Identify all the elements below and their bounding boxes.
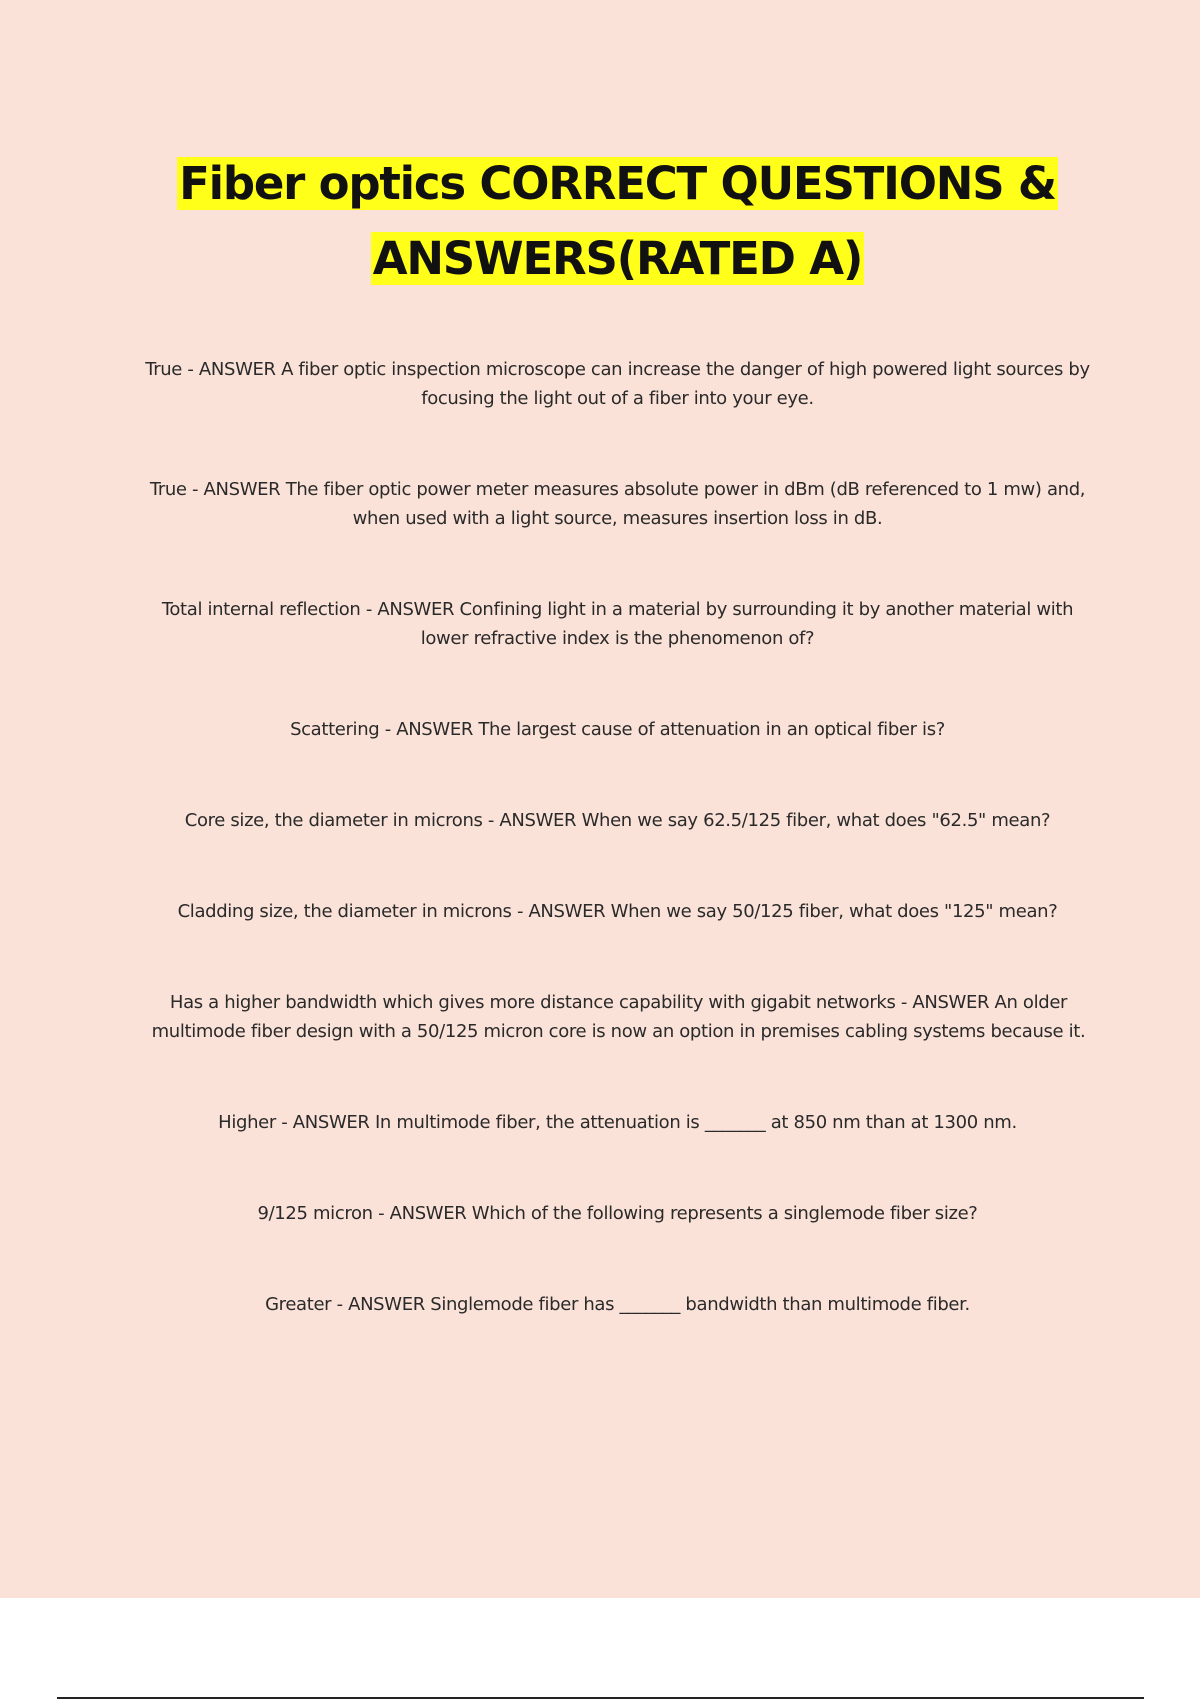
qa-item: True - ANSWER A fiber optic inspection microscope can increase the danger of high powered light sources by focusing the light out of a fiber into your eye. — [145, 359, 1090, 409]
qa-item: Scattering - ANSWER The largest cause of attenuation in an optical fiber is? — [290, 719, 945, 740]
title-line-1: Fiber optics CORRECT QUESTIONS & — [179, 157, 1056, 210]
title-line-2: ANSWERS(RATED A) — [372, 232, 863, 285]
qa-item: Total internal reflection - ANSWER Confining light in a material by surrounding it by another material with lower refractive index is the phenomenon of? — [161, 599, 1074, 649]
qa-item: 9/125 micron - ANSWER Which of the following represents a singlemode fiber size? — [257, 1203, 978, 1224]
qa-item: Has a higher bandwidth which gives more distance capability with gigabit networks - ANSWER An older multimode fiber design with a 50/125 micron core is now an option in premises cabling systems because it. — [151, 992, 1086, 1042]
qa-item: Greater - ANSWER Singlemode fiber has _______ bandwidth than multimode fiber. — [265, 1294, 970, 1315]
document-title — [90, 146, 1145, 296]
qa-list — [140, 355, 1095, 1319]
qa-item: True - ANSWER The fiber optic power meter measures absolute power in dBm (dB referenced to 1 mw) and, when used with a light source, measures insertion loss in dB. — [149, 479, 1086, 529]
qa-item: Higher - ANSWER In multimode fiber, the attenuation is _______ at 850 nm than at 1300 nm. — [218, 1112, 1017, 1133]
qa-item: Core size, the diameter in microns - ANSWER When we say 62.5/125 fiber, what does "62.5" mean? — [184, 810, 1051, 831]
footer-divider — [57, 1697, 1144, 1699]
qa-item: Cladding size, the diameter in microns - ANSWER When we say 50/125 fiber, what does "125" mean? — [177, 901, 1058, 922]
